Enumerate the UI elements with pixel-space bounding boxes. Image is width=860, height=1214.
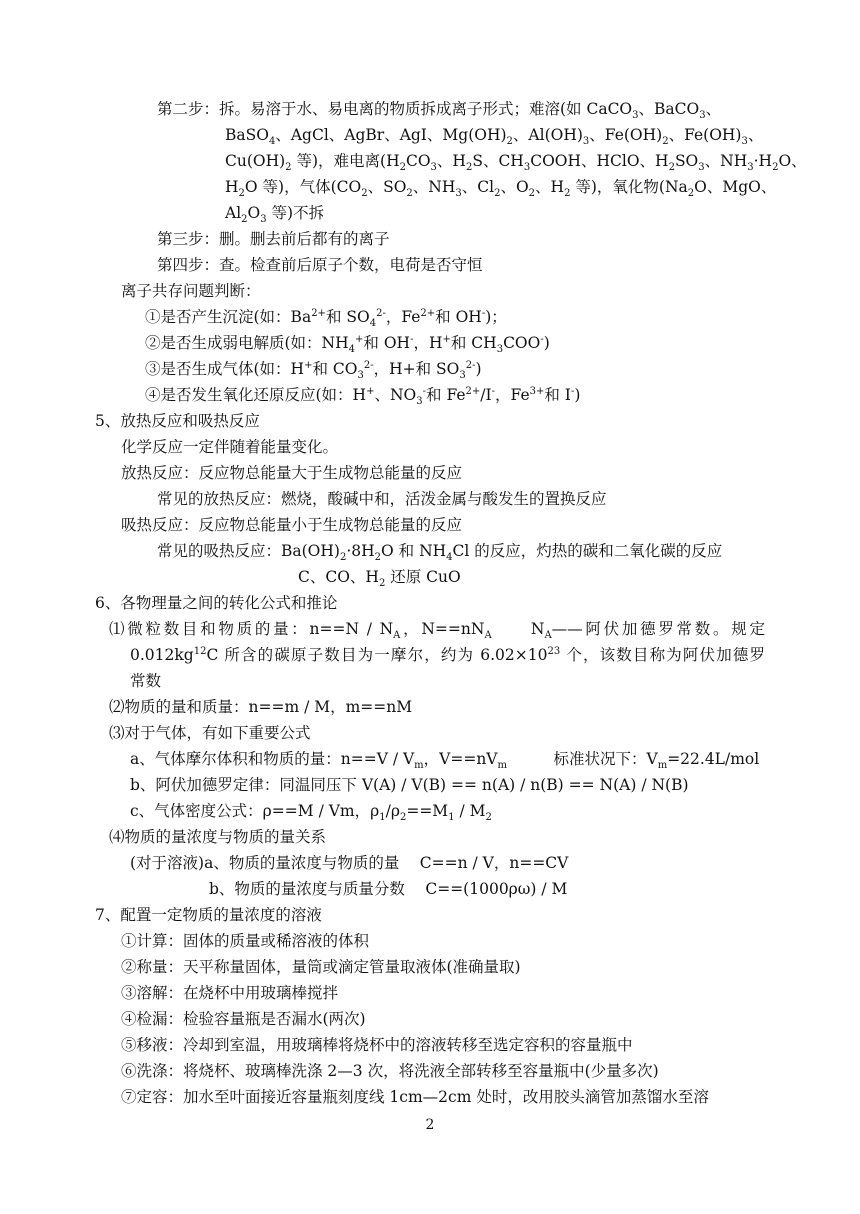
- text-line: 化学反应一定伴随着能量变化。: [121, 438, 339, 456]
- text-line: ③溶解：在烧杯中用玻璃棒搅拌: [121, 984, 339, 1002]
- text-line: ②称量：天平称量固体，量筒或滴定管量取液体(准确量取): [121, 958, 521, 976]
- text-line: 第二步：拆。易溶于水、易电离的物质拆成离子形式；难溶(如 CaCO$_3$、BaCO$_3$、: [157, 100, 722, 122]
- text-line: 离子共存问题判断：: [121, 282, 261, 300]
- text-line: ④检漏：检验容量瓶是否漏水(两次): [121, 1010, 366, 1028]
- text-line: ①计算：固体的质量或稀溶液的体积: [121, 932, 370, 950]
- text-line: 第四步：查。检查前后原子个数，电荷是否守恒: [157, 256, 483, 274]
- text-line: a、气体摩尔体积和物质的量：$n==V / V_m$，$V==nV_m$ 标准状况下：$V_m=22.4L$/mol: [130, 750, 760, 772]
- text-line: 常见的放热反应：燃烧，酸碱中和，活泼金属与酸发生的置换反应: [157, 490, 607, 508]
- text-line: ⑥洗涤：将烧杯、玻璃棒洗涤 2—3 次，将洗液全部转移至容量瓶中(少量多次): [121, 1062, 659, 1080]
- text-line: ⑷物质的量浓度与物质的量关系: [109, 828, 327, 846]
- text-line: ⑦定容：加水至叶面接近容量瓶刻度线 1cm—2cm 处时，改用胶头滴管加蒸馏水至溶: [121, 1088, 709, 1106]
- text-line: ②是否生成弱电解质(如：$NH_4^+$和 OH-，H+和 $CH_3COO^-$): [145, 333, 550, 356]
- text-line: ④是否发生氧化还原反应(如：H+、$NO_3^-$和 $Fe^{2+}/I^-$，$Fe^{3+}$和 I-): [145, 385, 581, 408]
- section-heading: 5、放热反应和吸热反应: [95, 412, 260, 430]
- text-line: C、CO、$H_2$ 还原 CuO: [298, 568, 461, 590]
- text-line: b、阿伏加德罗定律：同温同压下 V(A) / V(B) == n(A) / n(B) == N(A) / N(B): [130, 776, 689, 794]
- text-line: ⑴微粒数目和物质的量：$n==N / N_A$，$N==nN_A$ $N_A——$阿伏加德罗常数。规定: [109, 620, 765, 642]
- text-line: b、物质的量浓度与质量分数 C==(1000ρω) / M: [209, 880, 568, 898]
- text-line: ⑤移液：冷却到室温，用玻璃棒将烧杯中的溶液转移至选定容积的容量瓶中: [121, 1036, 633, 1054]
- text-line: BaSO$_4$、AgCl、AgBr、AgI、$Mg(OH)_2$、$Al(OH)_3$、$Fe(OH)_2$、$Fe(OH)_3$、: [225, 126, 764, 148]
- text-line: ③是否生成气体(如：H+和 $CO_3^{2-}$，H+和 $SO_3^{2-}$): [145, 359, 482, 382]
- text-line: 放热反应：反应物总能量大于生成物总能量的反应: [121, 464, 463, 482]
- text-line: ①是否产生沉淀(如：$Ba^{2+}$和 $SO_4^{2-}$，$Fe^{2+}$和 OH-)；: [145, 307, 507, 330]
- section-heading: 6、各物理量之间的转化公式和推论: [95, 594, 338, 612]
- text-line: $0.012kg^{12}C$ 所含的碳原子数目为一摩尔，约为 $6.02\times 10^{23}$ 个，该数目称为阿伏加德罗: [130, 645, 766, 664]
- text-line: ⑵物质的量和质量：n==m / M，m==nM: [109, 698, 413, 716]
- text-line: 常数: [130, 672, 162, 690]
- text-line: $Cu(OH)_2$ 等)，难电离($H_2CO_3$、$H_2S$、$CH_3COOH$、HClO、$H_2SO_3$、$NH_3\cdot H_2O$、: [225, 152, 807, 174]
- text-line: 第三步：删。删去前后都有的离子: [157, 230, 390, 248]
- text-line: 吸热反应：反应物总能量小于生成物总能量的反应: [121, 516, 463, 534]
- text-line: ⑶对于气体，有如下重要公式: [109, 724, 311, 742]
- section-heading: 7、配置一定物质的量浓度的溶液: [95, 906, 322, 924]
- page-number: 2: [425, 1117, 435, 1133]
- text-line: $Al_2O_3$ 等)不拆: [225, 204, 325, 226]
- text-line: 常见的吸热反应：$Ba(OH)_2\cdot 8H_2O$ 和 $NH_4Cl$ 的反应，灼热的碳和二氧化碳的反应: [157, 542, 723, 564]
- text-line: (对于溶液)a、物质的量浓度与物质的量 C==n / V，n==CV: [130, 854, 569, 872]
- text-line: c、气体密度公式：ρ==M / Vm，$\rho_1/\rho_2==M_1 / M_2$: [130, 802, 492, 824]
- text-line: $H_2O$ 等)，气体($CO_2$、$SO_2$、$NH_3$、$Cl_2$、$O_2$、$H_2$ 等)，氧化物($Na_2O$、MgO、: [225, 178, 777, 200]
